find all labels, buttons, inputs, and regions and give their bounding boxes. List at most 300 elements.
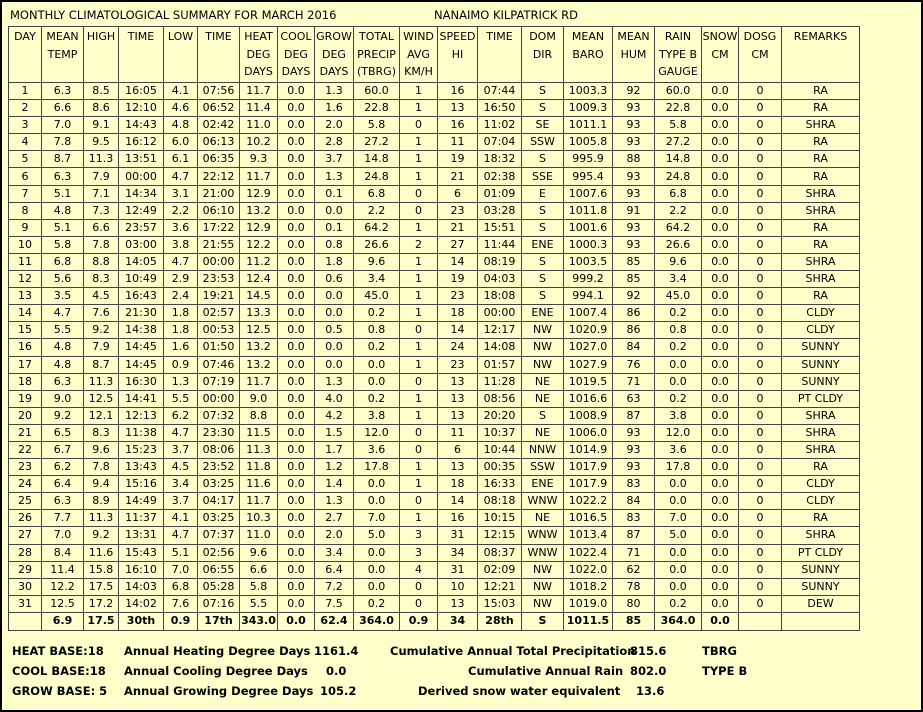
cell-mean-temp: 6.6: [42, 100, 84, 117]
cell-speed-hi: 6: [438, 185, 478, 202]
cell-rain-gauge: 2.2: [655, 202, 702, 219]
table-row: [9, 441, 860, 458]
cell-low: 6.0: [164, 134, 198, 151]
cell-low-time: 23:52: [198, 459, 240, 476]
cell-grow-deg-days: 0.0: [315, 202, 354, 219]
cell-heat-deg-days: 12.5: [240, 322, 278, 339]
cell-grow-deg-days: 4.0: [315, 390, 354, 407]
cell-low: 1.8: [164, 305, 198, 322]
cell-wind-time: 15:03: [478, 595, 522, 612]
cell-mean-temp: 4.8: [42, 339, 84, 356]
cell-low-time: 00:53: [198, 322, 240, 339]
cell-low: 4.7: [164, 527, 198, 544]
cell-cool-deg-days: 0.0: [278, 595, 315, 612]
cell-mean-baro: 995.4: [564, 168, 613, 185]
cell-speed-hi: 19: [438, 151, 478, 168]
cell-wind-time: 00:35: [478, 459, 522, 476]
cell-mean-temp: 4.8: [42, 356, 84, 373]
grow-base: GROW BASE: 5: [12, 684, 108, 698]
column-header-line: DAYS: [319, 65, 349, 78]
cell-speed-hi: 13: [438, 595, 478, 612]
cell-high-time: 13:43: [119, 459, 164, 476]
cell-grow-deg-days: 3.4: [315, 544, 354, 561]
cell-mean-hum: 83: [613, 476, 655, 493]
cell-mean-hum: 85: [613, 271, 655, 288]
cell-remarks: PT CLDY: [782, 390, 860, 407]
column-header-mean-baro: [564, 27, 613, 83]
cell-snow: 0.0: [702, 493, 739, 510]
column-header-line: CM: [711, 47, 729, 61]
total-heat-deg-days: 343.0: [240, 612, 278, 630]
cell-low: 3.1: [164, 185, 198, 202]
cell-cool-deg-days: 0.0: [278, 476, 315, 493]
cell-rain-gauge: 9.6: [655, 253, 702, 270]
cell-mean-hum: 92: [613, 288, 655, 305]
cell-high-time: 11:37: [119, 510, 164, 527]
cell-wind-time: 16:33: [478, 476, 522, 493]
cell-low-time: 03:25: [198, 510, 240, 527]
cell-wind-avg: 1: [400, 356, 438, 373]
cell-rain-gauge: 0.0: [655, 356, 702, 373]
cell-snow: 0.0: [702, 595, 739, 612]
column-header-line: DEG: [246, 47, 271, 61]
cell-remarks: RA: [782, 168, 860, 185]
rain-value: 802.0: [630, 664, 667, 678]
column-header-heat-deg-days: [240, 27, 278, 83]
footer-summary: [12, 644, 912, 704]
cell-snow: 0.0: [702, 117, 739, 134]
cell-low-time: 00:00: [198, 390, 240, 407]
cell-high: 8.9: [84, 493, 119, 510]
cell-heat-deg-days: 11.3: [240, 441, 278, 458]
cell-mean-temp: 5.5: [42, 322, 84, 339]
cell-speed-hi: 23: [438, 356, 478, 373]
cell-remarks: RA: [782, 459, 860, 476]
cell-low-time: 03:25: [198, 476, 240, 493]
cell-speed-hi: 21: [438, 168, 478, 185]
cell-mean-hum: 84: [613, 493, 655, 510]
cell-low-time: 07:56: [198, 83, 240, 100]
cell-wind-avg: 3: [400, 544, 438, 561]
cell-total-precip: 26.6: [354, 236, 400, 253]
cell-high-time: 12:13: [119, 407, 164, 424]
cell-grow-deg-days: 0.1: [315, 219, 354, 236]
cell-dosg: 0: [739, 510, 782, 527]
cell-mean-temp: 6.4: [42, 476, 84, 493]
cell-mean-hum: 63: [613, 390, 655, 407]
cell-speed-hi: 16: [438, 510, 478, 527]
cell-heat-deg-days: 9.3: [240, 151, 278, 168]
cell-dosg: 0: [739, 305, 782, 322]
cell-mean-baro: 1003.3: [564, 83, 613, 100]
cell-total-precip: 27.2: [354, 134, 400, 151]
cell-mean-temp: 6.3: [42, 493, 84, 510]
table-row: [9, 322, 860, 339]
table-row: [9, 373, 860, 390]
cell-wind-avg: 3: [400, 527, 438, 544]
cell-cool-deg-days: 0.0: [278, 373, 315, 390]
cell-wind-avg: 0: [400, 185, 438, 202]
cell-grow-deg-days: 2.8: [315, 134, 354, 151]
cell-cool-deg-days: 0.0: [278, 510, 315, 527]
cell-wind-time: 07:44: [478, 83, 522, 100]
cell-low-time: 00:00: [198, 253, 240, 270]
cell-wind-time: 10:37: [478, 424, 522, 441]
cell-mean-hum: 93: [613, 424, 655, 441]
cell-total-precip: 0.0: [354, 356, 400, 373]
cell-mean-temp: 7.8: [42, 134, 84, 151]
column-header-mean-temp: [42, 27, 84, 83]
cell-cool-deg-days: 0.0: [278, 151, 315, 168]
column-header-grow-deg-days: [315, 27, 354, 83]
cell-high-time: 14:43: [119, 117, 164, 134]
cell-mean-hum: 91: [613, 202, 655, 219]
grow-label: Annual Growing Degree Days: [124, 684, 314, 698]
cell-high-time: 16:43: [119, 288, 164, 305]
cell-low-time: 07:37: [198, 527, 240, 544]
cell-speed-hi: 10: [438, 578, 478, 595]
cell-wind-avg: 1: [400, 339, 438, 356]
cell-wind-time: 00:00: [478, 305, 522, 322]
table-row: [9, 202, 860, 219]
cell-dom-dir: SSW: [522, 134, 564, 151]
table-row: [9, 493, 860, 510]
cell-day: 12: [9, 271, 42, 288]
cell-cool-deg-days: 0.0: [278, 134, 315, 151]
cell-day: 10: [9, 236, 42, 253]
cell-low-time: 02:56: [198, 544, 240, 561]
cell-low-time: 06:35: [198, 151, 240, 168]
cell-dom-dir: S: [522, 83, 564, 100]
cell-remarks: PT CLDY: [782, 544, 860, 561]
cell-grow-deg-days: 0.5: [315, 322, 354, 339]
column-header-line: MEAN: [46, 30, 79, 43]
cell-snow: 0.0: [702, 561, 739, 578]
cell-total-precip: 60.0: [354, 83, 400, 100]
cell-day: 9: [9, 219, 42, 236]
cell-wind-time: 01:57: [478, 356, 522, 373]
cell-dom-dir: S: [522, 151, 564, 168]
cell-mean-hum: 87: [613, 407, 655, 424]
table-row: [9, 134, 860, 151]
cell-dom-dir: S: [522, 271, 564, 288]
cell-low: 4.7: [164, 168, 198, 185]
cell-low-time: 08:06: [198, 441, 240, 458]
cell-rain-gauge: 0.0: [655, 373, 702, 390]
cell-wind-time: 14:08: [478, 339, 522, 356]
cell-total-precip: 0.0: [354, 578, 400, 595]
cell-dosg: 0: [739, 459, 782, 476]
cell-remarks: SUNNY: [782, 373, 860, 390]
total-mean-baro: 1011.5: [564, 612, 613, 630]
cell-snow: 0.0: [702, 339, 739, 356]
cell-rain-gauge: 26.6: [655, 236, 702, 253]
total-dom-dir: S: [522, 612, 564, 630]
cell-wind-time: 10:44: [478, 441, 522, 458]
cell-rain-gauge: 12.0: [655, 424, 702, 441]
cell-day: 26: [9, 510, 42, 527]
cell-dosg: 0: [739, 595, 782, 612]
column-header-low-time: [198, 27, 240, 83]
cell-high: 15.8: [84, 561, 119, 578]
table-row: [9, 253, 860, 270]
cell-dom-dir: NE: [522, 373, 564, 390]
column-header-line: AVG: [407, 47, 430, 61]
cell-wind-avg: 1: [400, 510, 438, 527]
cell-remarks: SHRA: [782, 185, 860, 202]
cell-low: 1.8: [164, 322, 198, 339]
cell-high-time: 13:31: [119, 527, 164, 544]
cell-remarks: RA: [782, 100, 860, 117]
cell-snow: 0.0: [702, 459, 739, 476]
cell-high-time: 14:03: [119, 578, 164, 595]
cell-mean-baro: 1019.0: [564, 595, 613, 612]
cell-heat-deg-days: 11.4: [240, 100, 278, 117]
cell-grow-deg-days: 1.4: [315, 476, 354, 493]
cell-dom-dir: S: [522, 253, 564, 270]
cell-mean-temp: 6.5: [42, 424, 84, 441]
cell-high-time: 14:49: [119, 493, 164, 510]
cell-total-precip: 0.2: [354, 390, 400, 407]
cell-high: 8.8: [84, 253, 119, 270]
cell-dom-dir: ENE: [522, 236, 564, 253]
cell-rain-gauge: 45.0: [655, 288, 702, 305]
cell-rain-gauge: 0.2: [655, 339, 702, 356]
cell-speed-hi: 11: [438, 134, 478, 151]
cell-mean-baro: 1020.9: [564, 322, 613, 339]
cell-heat-deg-days: 12.2: [240, 236, 278, 253]
cell-low-time: 07:46: [198, 356, 240, 373]
cell-high: 11.6: [84, 544, 119, 561]
cell-rain-gauge: 24.8: [655, 168, 702, 185]
cell-remarks: CLDY: [782, 493, 860, 510]
cell-high: 17.5: [84, 578, 119, 595]
cell-high: 7.8: [84, 236, 119, 253]
cell-snow: 0.0: [702, 236, 739, 253]
column-header-line: DEG: [322, 47, 346, 61]
cell-dom-dir: NW: [522, 561, 564, 578]
cell-high: 8.6: [84, 100, 119, 117]
total-remarks: [782, 612, 860, 630]
cell-low-time: 21:55: [198, 236, 240, 253]
cell-mean-temp: 7.7: [42, 510, 84, 527]
cell-heat-deg-days: 10.2: [240, 134, 278, 151]
cell-remarks: SHRA: [782, 202, 860, 219]
cell-mean-hum: 86: [613, 322, 655, 339]
cool-value: 0.0: [326, 664, 347, 678]
cell-snow: 0.0: [702, 253, 739, 270]
cell-cool-deg-days: 0.0: [278, 578, 315, 595]
cell-wind-avg: 1: [400, 219, 438, 236]
cell-mean-baro: 1000.3: [564, 236, 613, 253]
cell-total-precip: 5.0: [354, 527, 400, 544]
cell-day: 14: [9, 305, 42, 322]
cell-wind-avg: 0: [400, 441, 438, 458]
column-header-line: HUM: [620, 47, 647, 61]
cell-snow: 0.0: [702, 424, 739, 441]
cell-remarks: DEW: [782, 595, 860, 612]
cell-dom-dir: ENE: [522, 476, 564, 493]
cell-total-precip: 3.8: [354, 407, 400, 424]
cell-heat-deg-days: 11.7: [240, 373, 278, 390]
cell-dosg: 0: [739, 476, 782, 493]
cell-mean-hum: 92: [613, 83, 655, 100]
cell-low: 5.1: [164, 544, 198, 561]
cell-snow: 0.0: [702, 202, 739, 219]
cell-mean-hum: 93: [613, 441, 655, 458]
cell-total-precip: 0.0: [354, 544, 400, 561]
cell-mean-baro: 1007.4: [564, 305, 613, 322]
cell-remarks: RA: [782, 288, 860, 305]
cell-heat-deg-days: 13.2: [240, 356, 278, 373]
cell-mean-temp: 4.8: [42, 202, 84, 219]
cell-mean-baro: 1009.3: [564, 100, 613, 117]
cell-heat-deg-days: 9.0: [240, 390, 278, 407]
cell-heat-deg-days: 12.9: [240, 185, 278, 202]
cell-low: 0.9: [164, 356, 198, 373]
cell-rain-gauge: 3.4: [655, 271, 702, 288]
cell-remarks: SUNNY: [782, 339, 860, 356]
column-header-line: MEAN: [571, 30, 605, 43]
cell-day: 18: [9, 373, 42, 390]
table-row: [9, 407, 860, 424]
cell-mean-baro: 1027.0: [564, 339, 613, 356]
cell-high-time: 14:38: [119, 322, 164, 339]
cell-speed-hi: 21: [438, 219, 478, 236]
cell-total-precip: 12.0: [354, 424, 400, 441]
cell-snow: 0.0: [702, 185, 739, 202]
cell-wind-avg: 0: [400, 373, 438, 390]
cell-wind-time: 10:15: [478, 510, 522, 527]
cell-dosg: 0: [739, 322, 782, 339]
column-header-line: TIME: [127, 30, 155, 43]
cell-speed-hi: 13: [438, 459, 478, 476]
cell-remarks: SUNNY: [782, 578, 860, 595]
cell-remarks: CLDY: [782, 476, 860, 493]
cell-remarks: SUNNY: [782, 356, 860, 373]
cell-mean-baro: 994.1: [564, 288, 613, 305]
cell-dosg: 0: [739, 578, 782, 595]
cell-total-precip: 5.8: [354, 117, 400, 134]
cell-day: 2: [9, 100, 42, 117]
cell-high-time: 10:49: [119, 271, 164, 288]
cell-mean-hum: 93: [613, 168, 655, 185]
cell-mean-baro: 1014.9: [564, 441, 613, 458]
cell-mean-temp: 3.5: [42, 288, 84, 305]
cell-wind-time: 02:38: [478, 168, 522, 185]
cell-total-precip: 0.0: [354, 373, 400, 390]
cell-remarks: RA: [782, 510, 860, 527]
cell-cool-deg-days: 0.0: [278, 100, 315, 117]
cell-high: 12.5: [84, 390, 119, 407]
cell-high: 9.4: [84, 476, 119, 493]
cell-high-time: 03:00: [119, 236, 164, 253]
cell-mean-hum: 85: [613, 253, 655, 270]
total-low-time: 17th: [198, 612, 240, 630]
cell-low-time: 06:10: [198, 202, 240, 219]
cell-grow-deg-days: 1.3: [315, 168, 354, 185]
cell-high: 9.6: [84, 441, 119, 458]
cell-dosg: 0: [739, 339, 782, 356]
column-header-line: MEAN: [617, 30, 650, 43]
cell-wind-avg: 1: [400, 253, 438, 270]
footer-row-heat: [12, 644, 912, 664]
column-header-line: DOM: [529, 30, 556, 43]
cell-remarks: RA: [782, 83, 860, 100]
cell-day: 1: [9, 83, 42, 100]
column-header-high: [84, 27, 119, 83]
cell-high: 4.5: [84, 288, 119, 305]
cell-mean-baro: 999.2: [564, 271, 613, 288]
cell-speed-hi: 11: [438, 424, 478, 441]
cell-low: 1.6: [164, 339, 198, 356]
cell-wind-time: 11:28: [478, 373, 522, 390]
station-name: NANAIMO KILPATRICK RD: [434, 8, 578, 22]
column-header-line: GAUGE: [658, 65, 698, 78]
rain-unit: TYPE B: [702, 664, 748, 678]
table-row: [9, 459, 860, 476]
cell-dom-dir: SE: [522, 117, 564, 134]
cell-day: 7: [9, 185, 42, 202]
column-header-line: KM/H: [404, 65, 433, 78]
cell-remarks: RA: [782, 151, 860, 168]
column-header-line: HI: [451, 47, 464, 61]
total-dosg: [739, 612, 782, 630]
cell-high: 11.3: [84, 151, 119, 168]
table-row: [9, 595, 860, 612]
cell-heat-deg-days: 13.2: [240, 202, 278, 219]
cell-dom-dir: S: [522, 407, 564, 424]
cell-mean-baro: 1016.6: [564, 390, 613, 407]
cell-high-time: 00:00: [119, 168, 164, 185]
cell-remarks: SHRA: [782, 271, 860, 288]
cell-high: 11.3: [84, 510, 119, 527]
cell-low-time: 06:55: [198, 561, 240, 578]
heat-value: 1161.4: [314, 644, 359, 658]
cell-dosg: 0: [739, 390, 782, 407]
cell-dom-dir: NE: [522, 390, 564, 407]
cell-day: 6: [9, 168, 42, 185]
cell-wind-time: 15:51: [478, 219, 522, 236]
cell-rain-gauge: 5.8: [655, 117, 702, 134]
cell-speed-hi: 34: [438, 544, 478, 561]
cell-low: 4.6: [164, 100, 198, 117]
cell-speed-hi: 19: [438, 271, 478, 288]
total-mean-temp: 6.9: [42, 612, 84, 630]
cell-day: 29: [9, 561, 42, 578]
cell-heat-deg-days: 8.8: [240, 407, 278, 424]
cell-dom-dir: NNW: [522, 441, 564, 458]
cell-speed-hi: 14: [438, 493, 478, 510]
cell-total-precip: 14.8: [354, 151, 400, 168]
cell-low: 1.3: [164, 373, 198, 390]
cell-low: 2.2: [164, 202, 198, 219]
cell-mean-temp: 12.5: [42, 595, 84, 612]
cell-dosg: 0: [739, 441, 782, 458]
cell-cool-deg-days: 0.0: [278, 493, 315, 510]
cell-high: 8.5: [84, 83, 119, 100]
cell-wind-time: 04:03: [478, 271, 522, 288]
cell-wind-avg: 1: [400, 168, 438, 185]
cell-rain-gauge: 0.0: [655, 544, 702, 561]
cell-heat-deg-days: 9.6: [240, 544, 278, 561]
cell-rain-gauge: 7.0: [655, 510, 702, 527]
cell-dom-dir: WNW: [522, 544, 564, 561]
cell-cool-deg-days: 0.0: [278, 390, 315, 407]
cell-remarks: SHRA: [782, 424, 860, 441]
cell-dom-dir: S: [522, 288, 564, 305]
cell-speed-hi: 14: [438, 322, 478, 339]
